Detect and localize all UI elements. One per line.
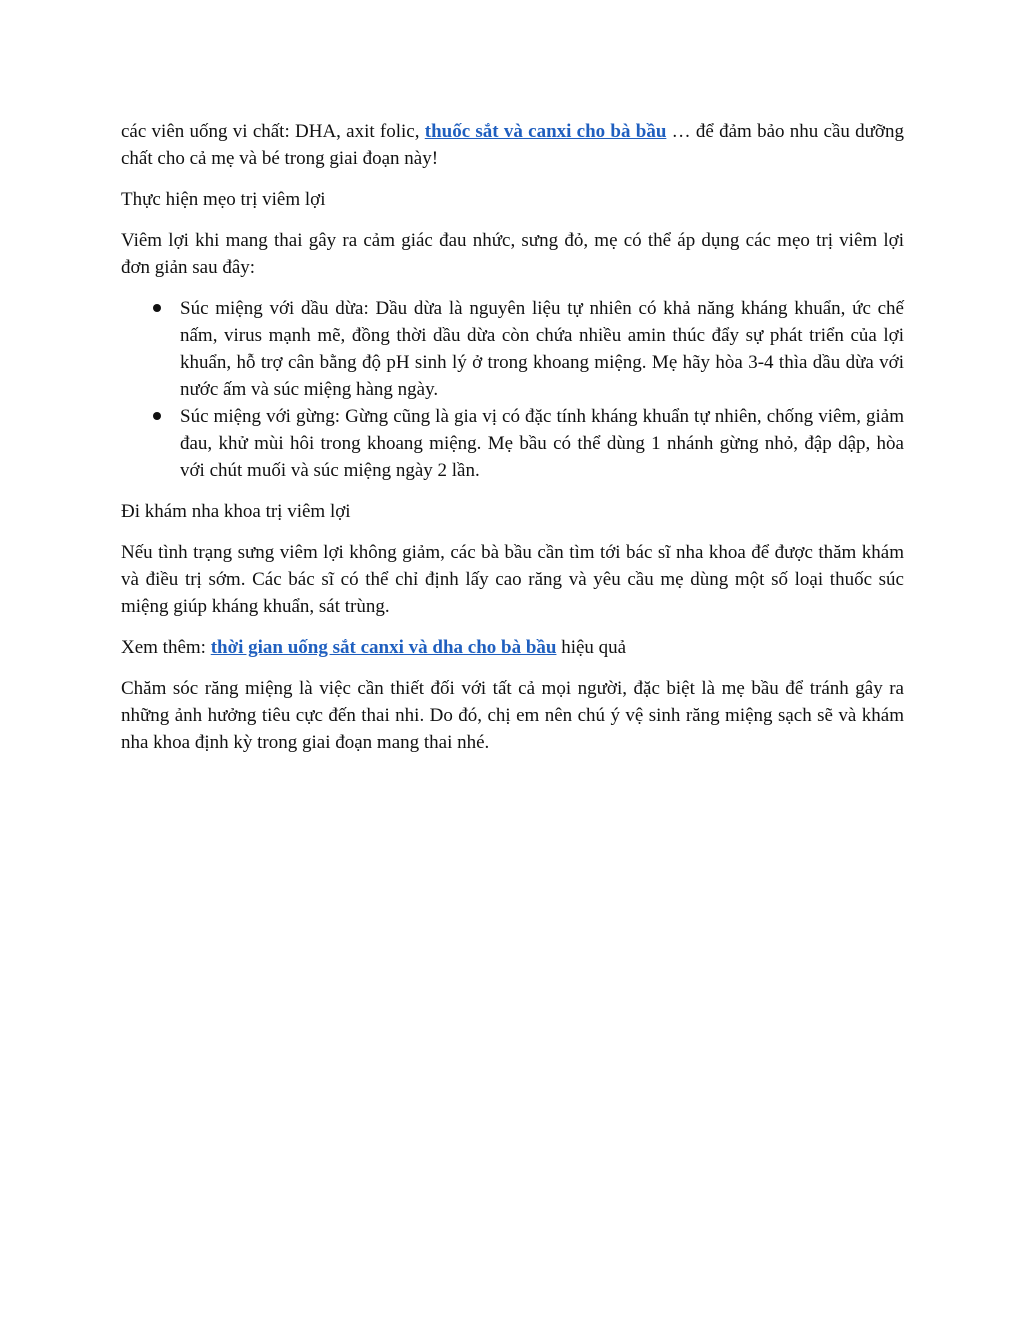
section-heading-dentist: Đi khám nha khoa trị viêm lợi xyxy=(121,501,351,522)
document-page xyxy=(121,118,904,770)
see-more-paragraph xyxy=(121,634,904,661)
intro-text-before: các viên uống vi chất: DHA, axit folic, xyxy=(121,121,425,142)
intro-text-after: … để đảm bảo nhu cầu dưỡng chất cho cả mẹ và bé trong giai đoạn này! xyxy=(121,121,904,169)
list-item xyxy=(180,295,904,403)
bullet-icon xyxy=(153,412,161,420)
list-item xyxy=(180,403,904,484)
list-item-text: Súc miệng với gừng: Gừng cũng là gia vị có đặc tính kháng khuẩn tự nhiên, chống viêm, giảm đau, khử mùi hôi trong khoang miệng. Mẹ bầu có thể dùng 1 nhánh gừng nhỏ, đập dập, hòa với chút muối và súc miệng ngày 2 lần. xyxy=(180,406,904,481)
list-item-text: Súc miệng với dầu dừa: Dầu dừa là nguyên liệu tự nhiên có khả năng kháng khuẩn, ức chế nấm, virus mạnh mẽ, đồng thời dầu dừa còn chứa nhiều amin thúc đẩy sự phát triển của lợi khuẩn, hỗ trợ cân bằng độ pH sinh lý ở trong khoang miệng. Mẹ hãy hòa 3-4 thìa dầu dừa với nước ấm và súc miệng hàng ngày. xyxy=(180,298,904,400)
link-iron-calcium-supplements[interactable]: thuốc sắt và canxi cho bà bầu xyxy=(424,121,667,142)
bullet-icon xyxy=(153,304,161,312)
see-more-suffix: hiệu quả xyxy=(556,637,627,658)
intro-paragraph xyxy=(121,118,904,172)
see-more-label: Xem thêm: xyxy=(121,637,211,658)
tips-list xyxy=(121,295,904,484)
dentist-paragraph: Nếu tình trạng sưng viêm lợi không giảm, các bà bầu cần tìm tới bác sĩ nha khoa để được thăm khám và điều trị sớm. Các bác sĩ có thể chỉ định lấy cao răng và yêu cầu mẹ dùng một số loại thuốc súc miệng giúp kháng khuẩn, sát trùng. xyxy=(121,542,904,617)
tips-intro-paragraph: Viêm lợi khi mang thai gây ra cảm giác đau nhức, sưng đỏ, mẹ có thể áp dụng các mẹo trị viêm lợi đơn giản sau đây: xyxy=(121,230,904,278)
section-heading-tips: Thực hiện mẹo trị viêm lợi xyxy=(121,189,326,210)
link-supplement-timing[interactable]: thời gian uống sắt canxi và dha cho bà bầu xyxy=(210,637,557,658)
closing-paragraph: Chăm sóc răng miệng là việc cần thiết đối với tất cả mọi người, đặc biệt là mẹ bầu để tránh gây ra những ảnh hưởng tiêu cực đến thai nhi. Do đó, chị em nên chú ý vệ sinh răng miệng sạch sẽ và khám nha khoa định kỳ trong giai đoạn mang thai nhé. xyxy=(121,678,904,753)
